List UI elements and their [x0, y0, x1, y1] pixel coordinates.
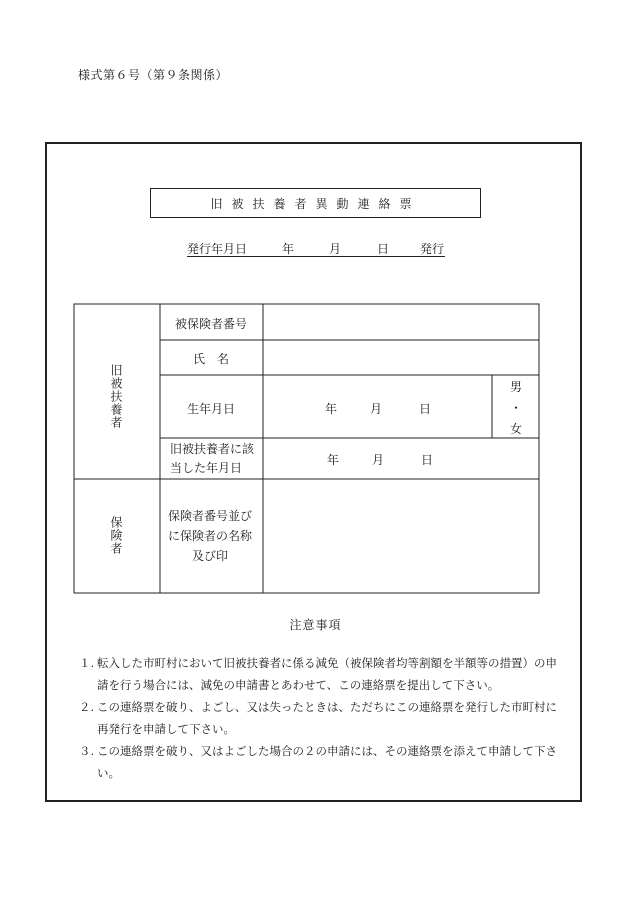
note-text: 転入した市町村において旧被扶養者に係る減免（被保険者均等割額を半額等の措置）の申請を行う場合には、減免の申請書とあわせて、この連絡票を提出して下さい。	[97, 656, 557, 692]
notes-title: 注意事項	[289, 618, 342, 632]
gender-separator: ・	[510, 401, 523, 415]
insurer-info-label-line3: 及び印	[192, 549, 229, 563]
birth-day-unit: 日	[419, 402, 432, 416]
note-item-2	[79, 696, 561, 740]
insurer-info-label-line2: に保険者の名称	[168, 529, 253, 543]
note-item-3	[79, 740, 561, 784]
gender-male-option[interactable]: 男	[510, 380, 523, 394]
insurer-section-label: 保険者	[109, 516, 123, 555]
form-title: 旧被扶養者異動連絡票	[150, 188, 481, 218]
birthdate-label: 生年月日	[187, 402, 236, 416]
issue-year-unit: 年	[282, 242, 295, 256]
note-number: １.	[79, 656, 95, 670]
insured-number-field[interactable]	[264, 305, 538, 339]
applicable-year-unit: 年	[327, 453, 340, 467]
insurer-info-label-line1: 保険者番号並び	[168, 509, 253, 523]
former-dependent-section-label: 旧被扶養者	[109, 364, 123, 429]
issue-suffix: 発行	[420, 242, 445, 256]
note-number: ３.	[79, 744, 95, 758]
issue-date-label: 発行年月日	[187, 242, 248, 256]
applicable-date-label-line1: 旧被扶養者に該	[170, 442, 255, 456]
insured-number-label: 被保険者番号	[175, 317, 248, 331]
form-frame	[45, 142, 582, 802]
note-text: この連絡票を破り、又はよごした場合の２の申請には、その連絡票を添えて申請して下さい。	[97, 744, 557, 780]
insurer-info-field[interactable]	[264, 480, 538, 592]
note-item-1	[79, 652, 561, 696]
name-label: 氏 名	[193, 352, 230, 366]
applicable-date-label-line2: 当した年月日	[170, 461, 243, 475]
name-field[interactable]	[264, 341, 538, 374]
gender-female-option[interactable]: 女	[510, 422, 523, 436]
birth-year-unit: 年	[325, 402, 338, 416]
issue-month-unit: 月	[329, 242, 342, 256]
applicable-day-unit: 日	[421, 453, 434, 467]
issue-day-unit: 日	[377, 242, 390, 256]
birth-month-unit: 月	[370, 402, 383, 416]
form-number: 様式第６号（第９条関係）	[78, 68, 229, 82]
applicable-month-unit: 月	[372, 453, 385, 467]
note-text: この連絡票を破り、よごし、又は失ったときは、ただちにこの連絡票を発行した市町村に再発行を申請して下さい。	[97, 700, 557, 736]
note-number: ２.	[79, 700, 95, 714]
